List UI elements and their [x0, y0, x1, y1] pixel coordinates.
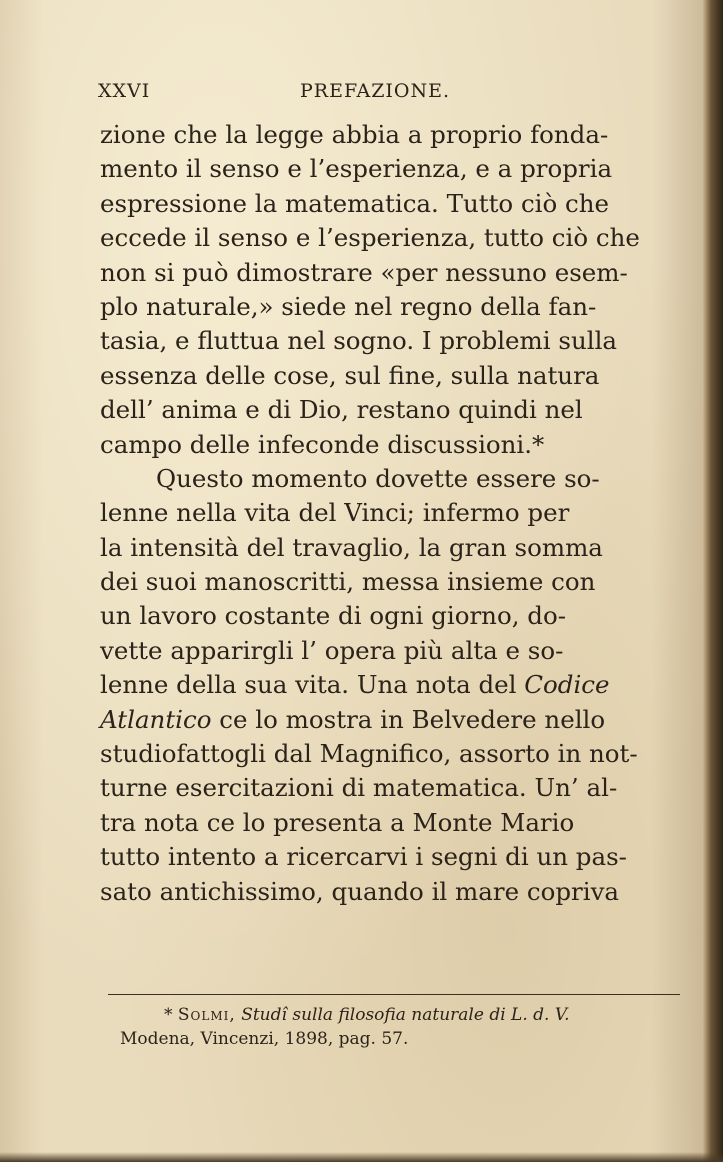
footnote-author: Solmi, — [177, 1005, 236, 1025]
text-line: tra nota ce lo presenta a Monte Mario — [100, 807, 575, 837]
text-segment: ce lo mostra in Belvedere nello — [219, 704, 606, 734]
footnote-rule — [108, 994, 680, 995]
body-text — [100, 118, 680, 909]
text-line: dell’ anima e di Dio, restano quindi nel — [100, 395, 583, 425]
footnote-line — [120, 1003, 680, 1027]
text-line: tutto intento a ricercarvi i segni di un pas- — [100, 842, 627, 872]
italic-title: Codice — [524, 670, 610, 700]
text-line: un lavoro costante di ogni giorno, do- — [100, 601, 566, 631]
text-line: eccede il senso e l’esperienza, tutto ciò che — [100, 223, 640, 253]
running-title: PREFAZIONE. — [300, 80, 451, 102]
text-line: campo delle infeconde discussioni.* — [100, 429, 545, 459]
paragraph-start-line: Questo momento dovette essere so- — [156, 463, 600, 493]
text-line: turne esercitazioni di matematica. Un’ al- — [100, 773, 618, 803]
text-line: sato antichissimo, quando il mare copriva — [100, 876, 620, 906]
footnote — [120, 1003, 680, 1051]
footnote-marker: * — [164, 1005, 173, 1025]
page-edge-shadow — [703, 0, 723, 1162]
text-line — [100, 703, 680, 737]
text-line: essenza delle cose, sul fine, sulla natura — [100, 360, 600, 390]
text-line: espressione la matematica. Tutto ciò che — [100, 188, 610, 218]
text-line: zione che la legge abbia a proprio fonda- — [100, 120, 609, 149]
text-line: la intensità del travaglio, la gran somma — [100, 532, 603, 562]
text-line: lenne nella vita del Vinci; infermo per — [100, 498, 570, 528]
text-line: mento il senso e l’esperienza, e a propria — [100, 154, 613, 184]
text-line: non si può dimostrare «per nessuno esem- — [100, 257, 628, 287]
page-bottom-shadow — [0, 1152, 723, 1162]
text-line: plo naturale,» siede nel regno della fan- — [100, 291, 597, 321]
text-line: studiofattogli dal Magnifico, assorto in not- — [100, 739, 638, 769]
page-header — [98, 80, 658, 110]
page-number: XXVI — [98, 80, 151, 102]
italic-title: Atlantico — [100, 704, 212, 734]
text-line: dei suoi manoscritti, messa insieme con — [100, 567, 596, 597]
text-line — [100, 668, 680, 702]
footnote-title: Studî sulla filosofia naturale di L. d. V. — [241, 1005, 570, 1025]
footnote-publisher: Modena, Vincenzi, 1898, pag. 57. — [120, 1029, 409, 1049]
text-line: vette apparirgli l’ opera più alta e so- — [100, 635, 564, 665]
text-line: tasia, e fluttua nel sogno. I problemi sulla — [100, 326, 618, 356]
text-segment: lenne della sua vita. Una nota del — [100, 670, 517, 700]
